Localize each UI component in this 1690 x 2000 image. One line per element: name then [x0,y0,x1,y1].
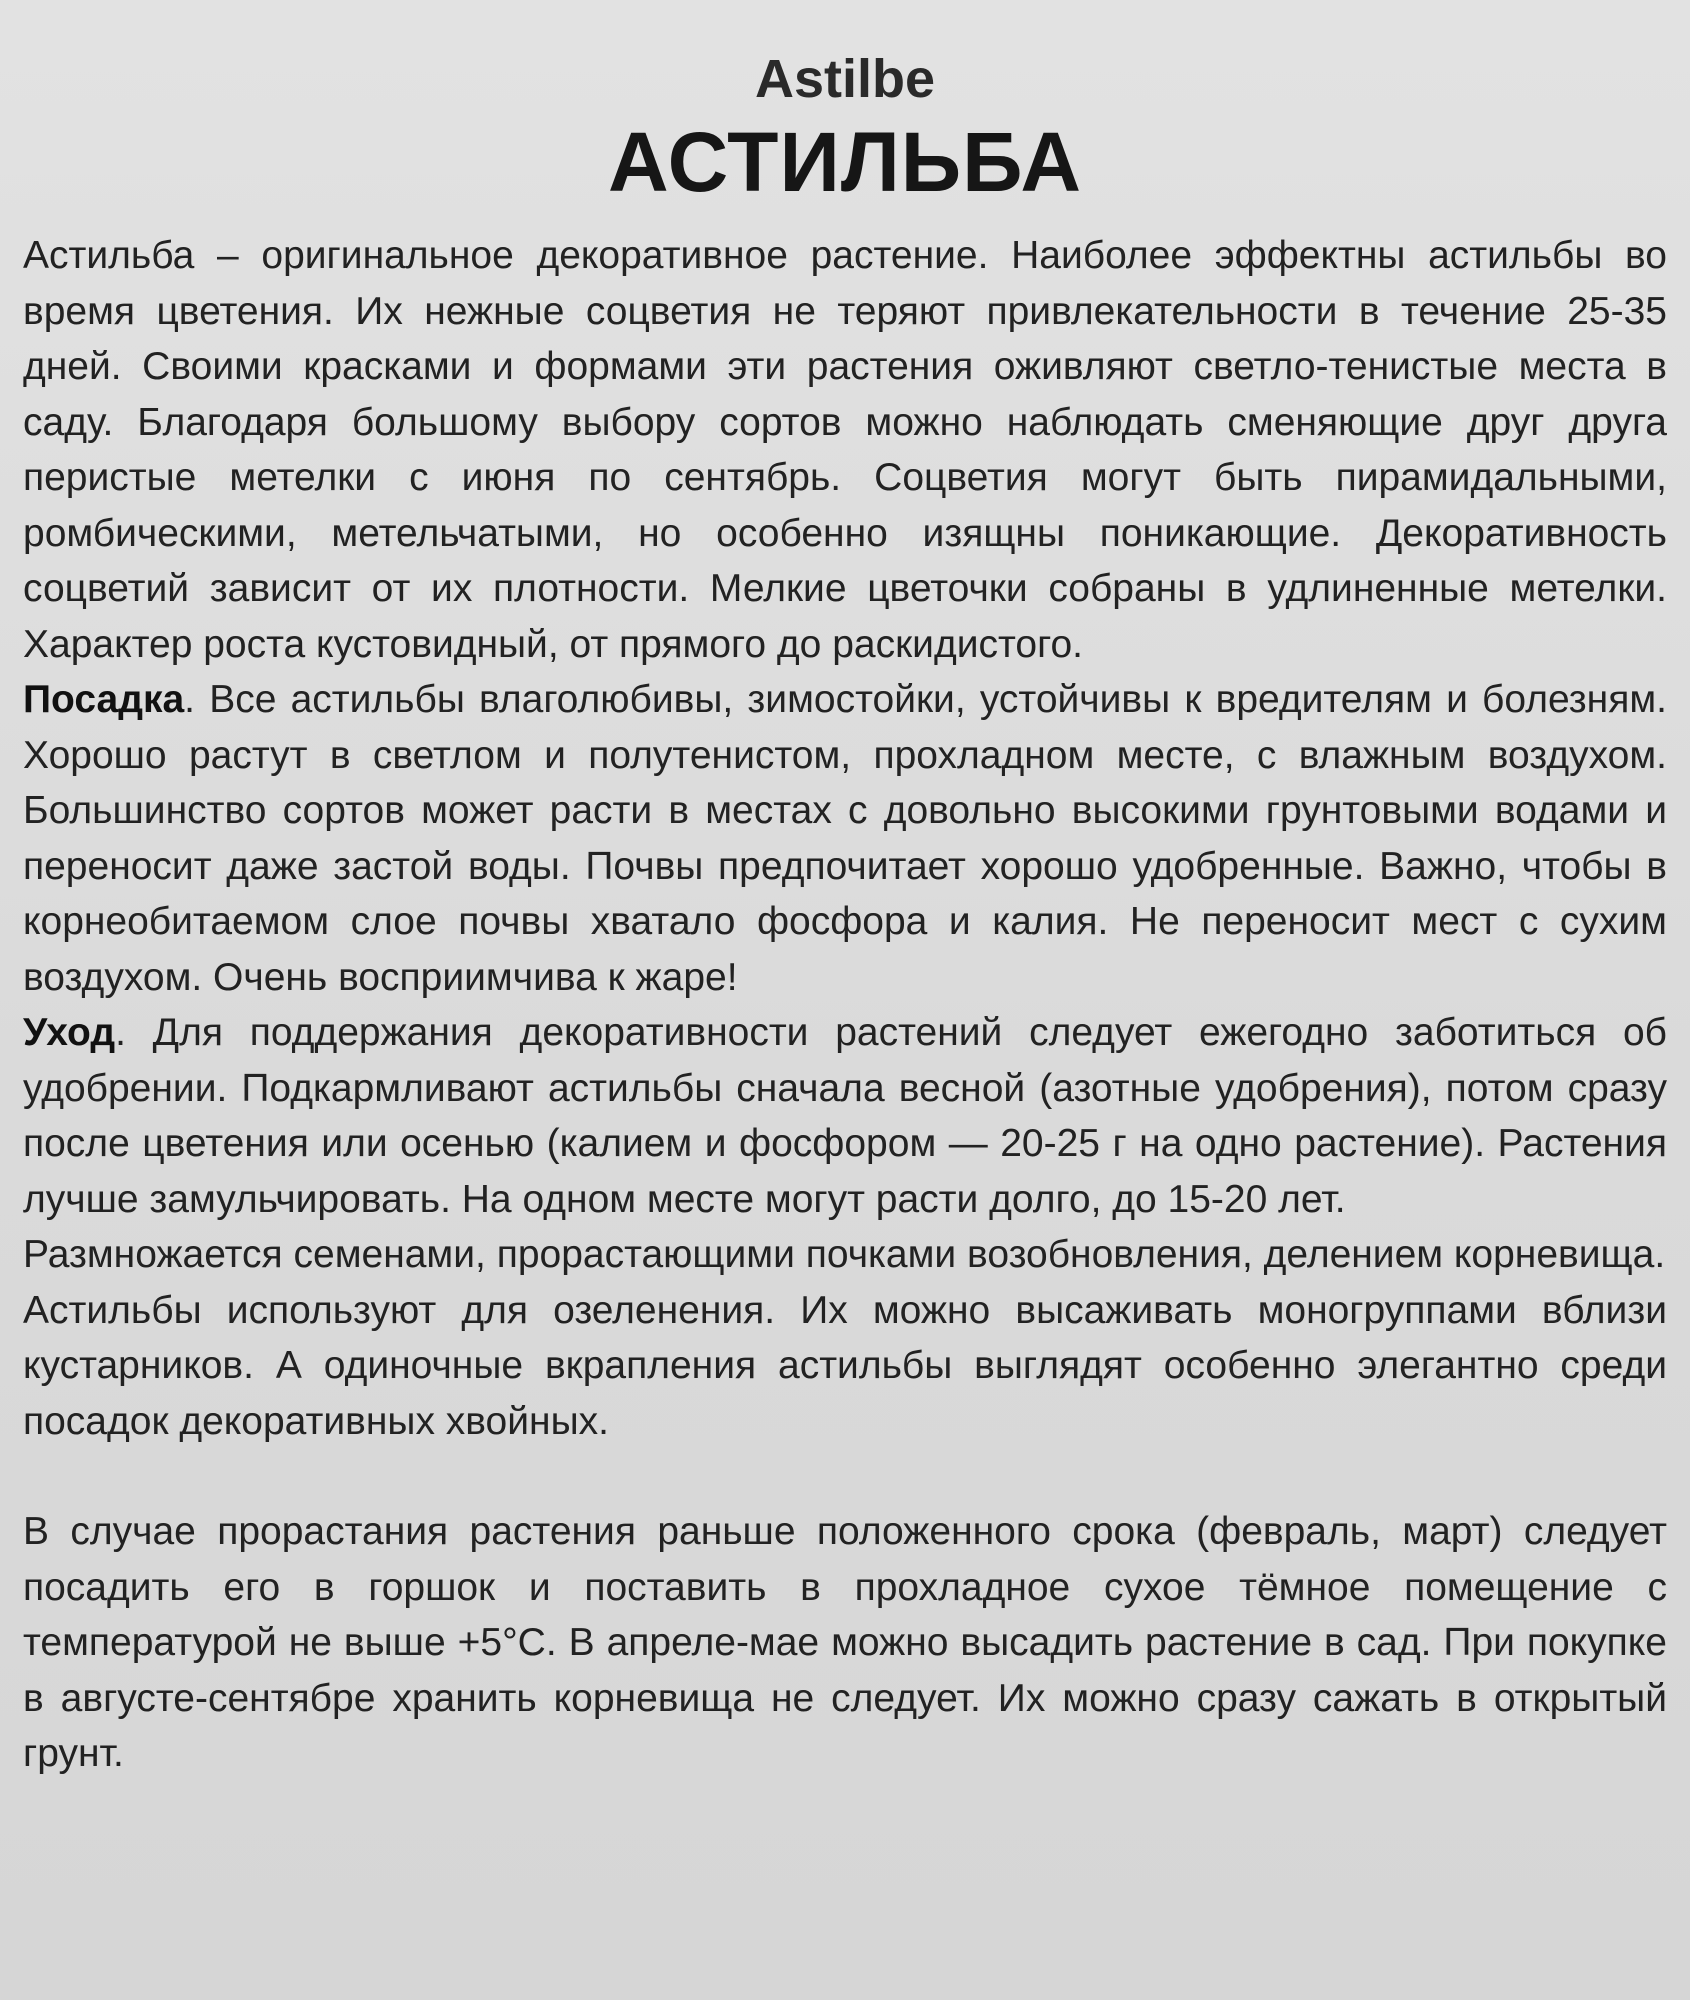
paragraph-gap [23,1449,1667,1504]
propagation-paragraph: Размножается семенами, прорастающими почками возобновления, делением корневища. [23,1233,1666,1276]
latin-title: Astilbe [754,49,936,109]
care-heading: Уход [23,1011,116,1054]
care-text: . Для поддержания декоративности растений следует ежегодно заботиться об удобрении. Подкармливают астильбы сначала весной (азотные удобрения), потом сразу после цветения или осенью (калием и фосфором — 20-25 г на одно растение). Растения лучше замульчировать. На одном месте могут расти долго, до 15-20 лет. [23,1011,1667,1221]
care-paragraph [23,1005,1667,1227]
storage-paragraph: В случае прорастания растения раньше положенного срока (февраль, март) следует посадить его в горшок и поставить в прохладное сухое тёмное помещение с температурой не выше +5°С. В апреле-мае можно высадить растение в сад. При покупке в августе-сентябре хранить корневища не следует. Их можно сразу сажать в открытый грунт. [23,1510,1667,1775]
planting-heading: Посадка [23,678,185,721]
planting-text: . Все астильбы влаголюбивы, зимостойки, устойчивы к вредителям и болезням. Хорошо растут в светлом и полутенистом, прохладном месте, с влажным воздухом. Большинство сортов может расти в местах с довольно высокими грунтовыми водами и переносит даже застой воды. Почвы предпочитает хорошо удобренные. Важно, чтобы в корнеобитаемом слое почвы хватало фосфора и калия. Не переносит мест с сухим воздухом. Очень восприимчива к жаре! [23,678,1667,999]
usage-paragraph: Астильбы используют для озеленения. Их можно высаживать моногруппами вблизи кустарников. А одиночные вкрапления астильбы выглядят особенно элегантно среди посадок декоративных хвойных. [23,1288,1667,1443]
planting-paragraph [23,672,1667,1005]
page-title: АСТИЛЬБА [608,115,1082,209]
intro-paragraph: Астильба – оригинальное декоративное растение. Наиболее эффектны астильбы во время цветения. Их нежные соцветия не теряют привлекательности в течение 25-35 дней. Своими красками и формами эти растения оживляют светло-тенистые места в саду. Благодаря большому выбору сортов можно наблюдать сменяющие друг друга перистые метелки с июня по сентябрь. Соцветия могут быть пирамидальными, ромбическими, метельчатыми, но особенно изящны поникающие. Декоративность соцветий зависит от их плотности. Мелкие цветочки собраны в удлиненные метелки. Характер роста кустовидный, от прямого до раскидистого. [23,234,1667,666]
